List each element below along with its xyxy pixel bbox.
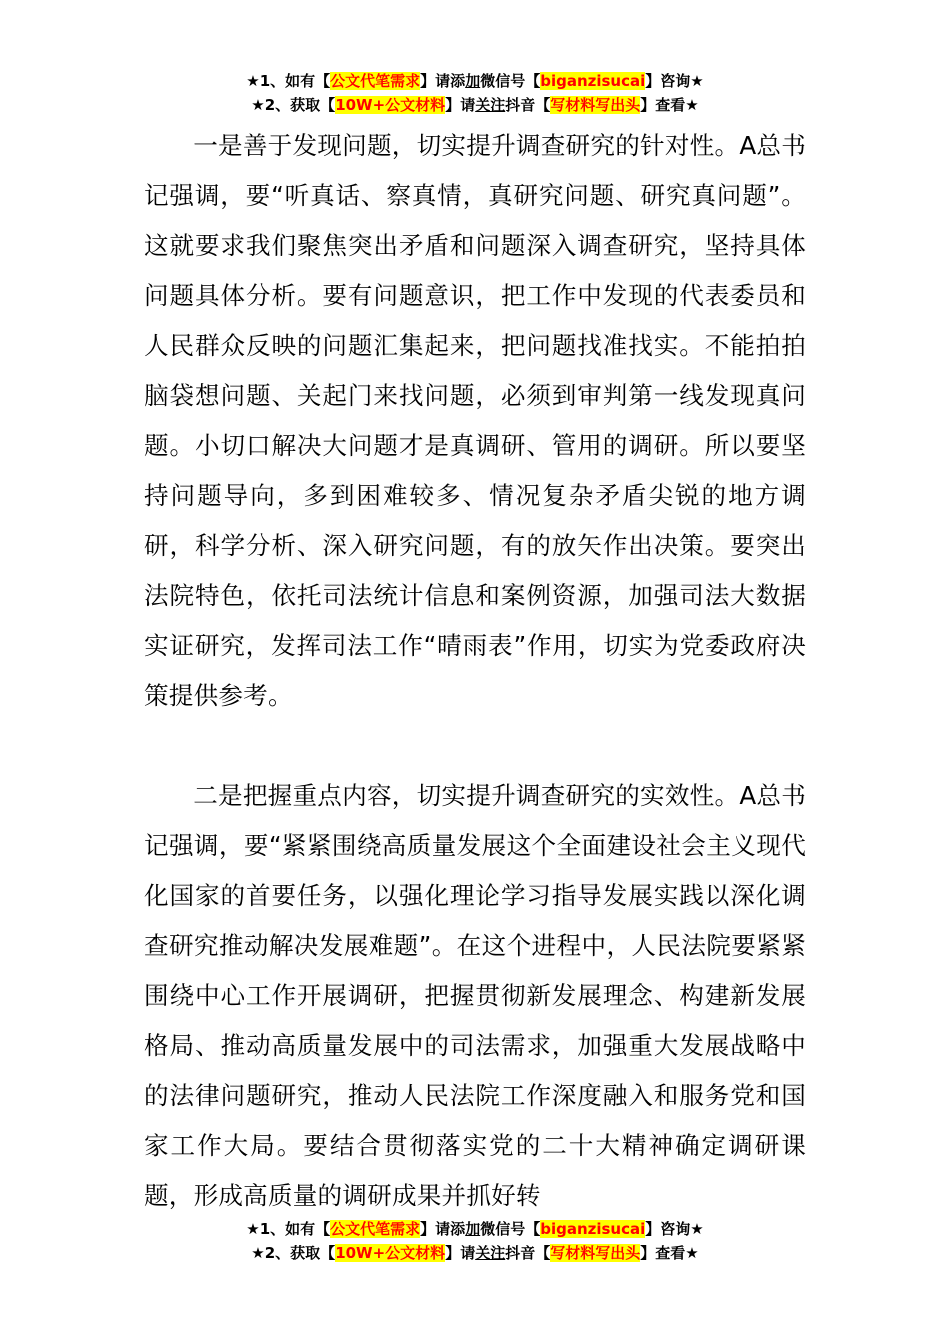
emphasis-text: 关注: [475, 1244, 506, 1262]
highlight-text: 公文代笔需求: [330, 72, 421, 90]
header-banner: [0, 69, 950, 117]
banner-line-1: [0, 1217, 950, 1241]
emphasis-text: 关注: [475, 96, 506, 114]
banner-text: 】请添: [420, 72, 466, 90]
emphasis-text: 加: [465, 72, 481, 90]
banner-text: 抖音【: [505, 1244, 551, 1262]
banner-text: 】查看★: [640, 96, 699, 114]
banner-text: ★1、如有【: [246, 1220, 331, 1238]
banner-text: 】请添: [420, 1220, 466, 1238]
banner-line-1: [0, 69, 950, 93]
banner-text: ★2、获取【: [251, 1244, 336, 1262]
banner-text: 】咨询★: [645, 1220, 704, 1238]
banner-text: 抖音【: [505, 96, 551, 114]
wechat-id-highlight: biganzisucai: [540, 72, 646, 90]
highlight-text: 10W+公文材料: [335, 1244, 446, 1262]
douyin-account-highlight: 写材料写出头: [550, 1244, 641, 1262]
document-body: [144, 121, 806, 1221]
emphasis-text: 加: [465, 1220, 481, 1238]
banner-text: ★2、获取【: [251, 96, 336, 114]
banner-text: 】请: [445, 96, 476, 114]
banner-text: 】咨询★: [645, 72, 704, 90]
banner-text: 】查看★: [640, 1244, 699, 1262]
highlight-text: 10W+公文材料: [335, 96, 446, 114]
banner-text: 微信号【: [480, 1220, 541, 1238]
banner-text: ★1、如有【: [246, 72, 331, 90]
highlight-text: 公文代笔需求: [330, 1220, 421, 1238]
wechat-id-highlight: biganzisucai: [540, 1220, 646, 1238]
douyin-account-highlight: 写材料写出头: [550, 96, 641, 114]
banner-text: 】请: [445, 1244, 476, 1262]
paragraph-1: 一是善于发现问题，切实提升调查研究的针对性。A总书记强调，要“听真话、察真情，真研究问题、研究真问题”。这就要求我们聚焦突出矛盾和问题深入调查研究，坚持具体问题具体分析。要有问题意识，把工作中发现的代表委员和人民群众反映的问题汇集起来，把问题找准找实。不能拍拍脑袋想问题、关起门来找问题，必须到审判第一线发现真问题。小切口解决大问题才是真调研、管用的调研。所以要坚持问题导向，多到困难较多、情况复杂矛盾尖锐的地方调研，科学分析、深入研究问题，有的放矢作出决策。要突出法院特色，依托司法统计信息和案例资源，加强司法大数据实证研究，发挥司法工作“晴雨表”作用，切实为党委政府决策提供参考。: [144, 131, 806, 710]
footer-banner: [0, 1217, 950, 1265]
paragraph-gap: [144, 721, 806, 771]
banner-text: 微信号【: [480, 72, 541, 90]
banner-line-2: [0, 93, 950, 117]
banner-line-2: [0, 1241, 950, 1265]
paragraph-2: 二是把握重点内容，切实提升调查研究的实效性。A总书记强调，要“紧紧围绕高质量发展这个全面建设社会主义现代化国家的首要任务，以强化理论学习指导发展实践以深化调查研究推动解决发展难题”。在这个进程中，人民法院要紧紧围绕中心工作开展调研，把握贯彻新发展理念、构建新发展格局、推动高质量发展中的司法需求，加强重大发展战略中的法律问题研究，推动人民法院工作深度融入和服务党和国家工作大局。要结合贯彻落实党的二十大精神确定调研课题，形成高质量的调研成果并抓好转: [144, 781, 806, 1210]
